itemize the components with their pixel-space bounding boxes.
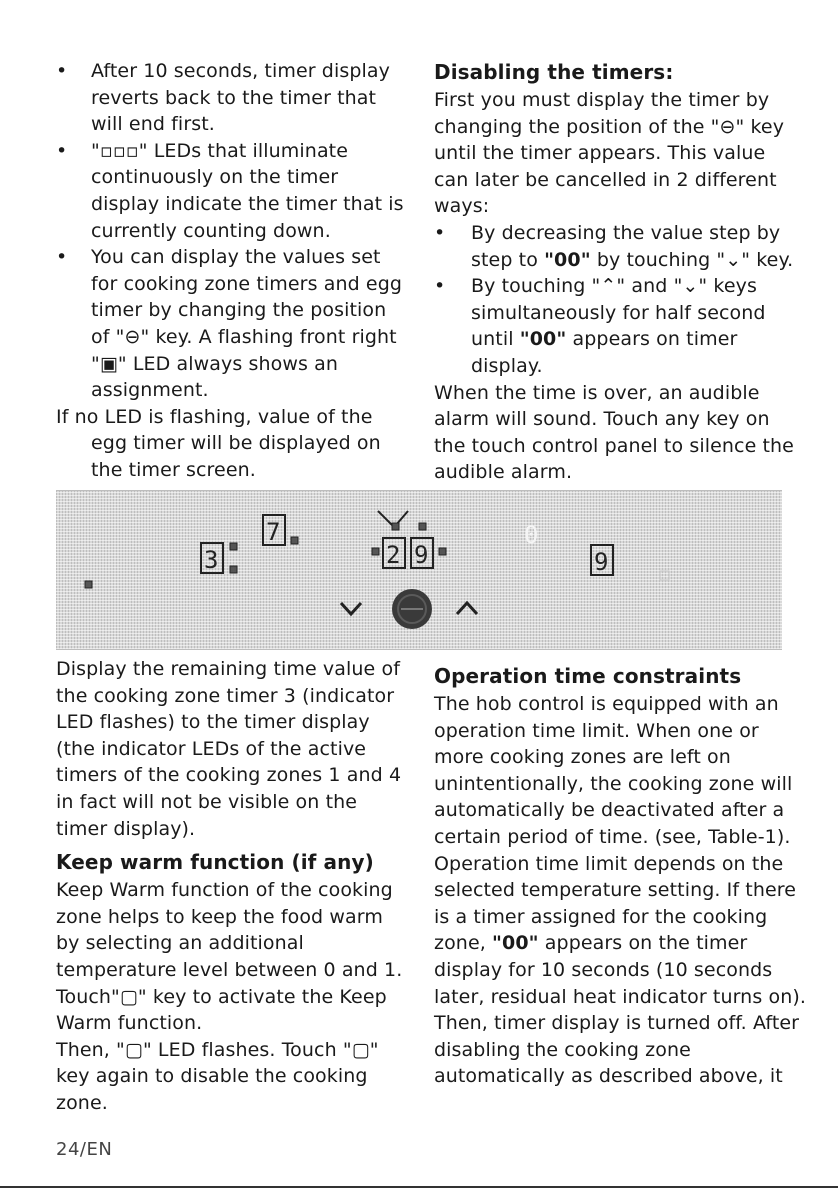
keep-warm-disable-paragraph: Then, "▢" LED flashes. Touch "▢" key again to disable the cooking zone. [56,1038,379,1114]
panel-drawing [56,491,782,649]
timer3-paragraph: Display the remaining time value of the cooking zone timer 3 (indicator LED flashes) to the timer display (the indicator LEDs of the active timers of the cooking zones 1 and 4 in fact will not be visible on the timer display). [56,658,402,840]
paragraph-text: The hob control is equipped with an operation time limit. When one or more cooking zones are left on unintentionally, the cooking zone will automatically be deactivated after a certain period of time. (see, Table-1). Operation time limit depends on the selected temperature setting. If there is a timer assigned for the cooking zone, [434,693,797,955]
disabling-ways-list [434,220,804,380]
left-bottom-column [56,656,408,1117]
list-item: • "▫▫▫" LEDs that illuminate continuously on the timer display indicate the timer that is currently counting down. [56,138,406,244]
bottom-divider [0,1186,838,1188]
list-item [434,220,804,273]
list-item: • You can display the values set for cooking zone timers and egg timer by changing the position of "⊖" key. A flashing front right "▣" LED always shows an assignment. [56,244,406,404]
inactive-digit: 0 [524,521,539,549]
chevron-up-icon[interactable] [457,603,477,614]
page-number: 24/EN [56,1139,113,1160]
bullet-text: appears on timer display. [471,328,738,377]
right-top-column [434,58,804,486]
led-icon [660,571,669,580]
bold-value: "00" [519,328,567,351]
led-icon [372,548,379,555]
led-icon [439,548,446,555]
right-bottom-column [434,662,806,1090]
led-icon [230,543,237,550]
operation-constraints-paragraph [434,691,806,1090]
flash-ray-icon [378,511,392,525]
led-icon [392,523,399,530]
operation-constraints-heading: Operation time constraints [434,664,742,688]
led-icon [291,537,298,544]
timer-digit-a: 2 [386,541,401,569]
disabling-intro: First you must display the timer by changing the position of the "⊖" key until the timer appears. This value can later be cancelled in 2 different ways: [434,89,785,218]
zone1-digit: 3 [204,546,219,574]
timer-digit-b: 9 [414,541,429,569]
bold-value: "00" [544,248,591,271]
disabling-timers-heading: Disabling the timers: [434,60,674,84]
led-icon [85,581,92,588]
no-led-note: If no LED is flashing, value of the egg timer will be displayed on the timer screen. [56,405,381,481]
bullet-text: by touching "⌄" key. [590,248,794,271]
list-item [434,273,804,379]
keep-warm-heading: Keep warm function (if any) [56,850,374,875]
led-icon [419,523,426,530]
paragraph-text: appears on the timer display for 10 seconds (10 seconds later, residual heat indicator turns on). Then, timer display is turned off. After disabling the cooking zone automatically as described above, it [434,932,806,1088]
left-top-column [56,58,406,484]
bullet-text: By touching "⌃" and "⌄" keys simultaneously for half second until [471,275,766,351]
timer-notes-list [56,58,406,404]
touch-control-panel-illustration [56,490,782,650]
keep-warm-paragraph: Keep Warm function of the cooking zone helps to keep the food warm by selecting an additional temperature level between 0 and 1. Touch"▢" key to activate the Keep Warm function. [56,879,403,1035]
alarm-paragraph: When the time is over, an audible alarm will sound. Touch any key on the touch control panel to silence the audible alarm. [434,381,794,484]
list-item: • After 10 seconds, timer display reverts back to the timer that will end first. [56,58,406,138]
led-icon [230,566,237,573]
bullet-text: By decreasing the value step by step to [471,221,781,271]
bold-value: "00" [492,932,539,955]
zone2-digit: 7 [266,518,281,546]
chevron-down-icon[interactable] [341,603,361,614]
zone4-digit: 9 [594,548,609,576]
